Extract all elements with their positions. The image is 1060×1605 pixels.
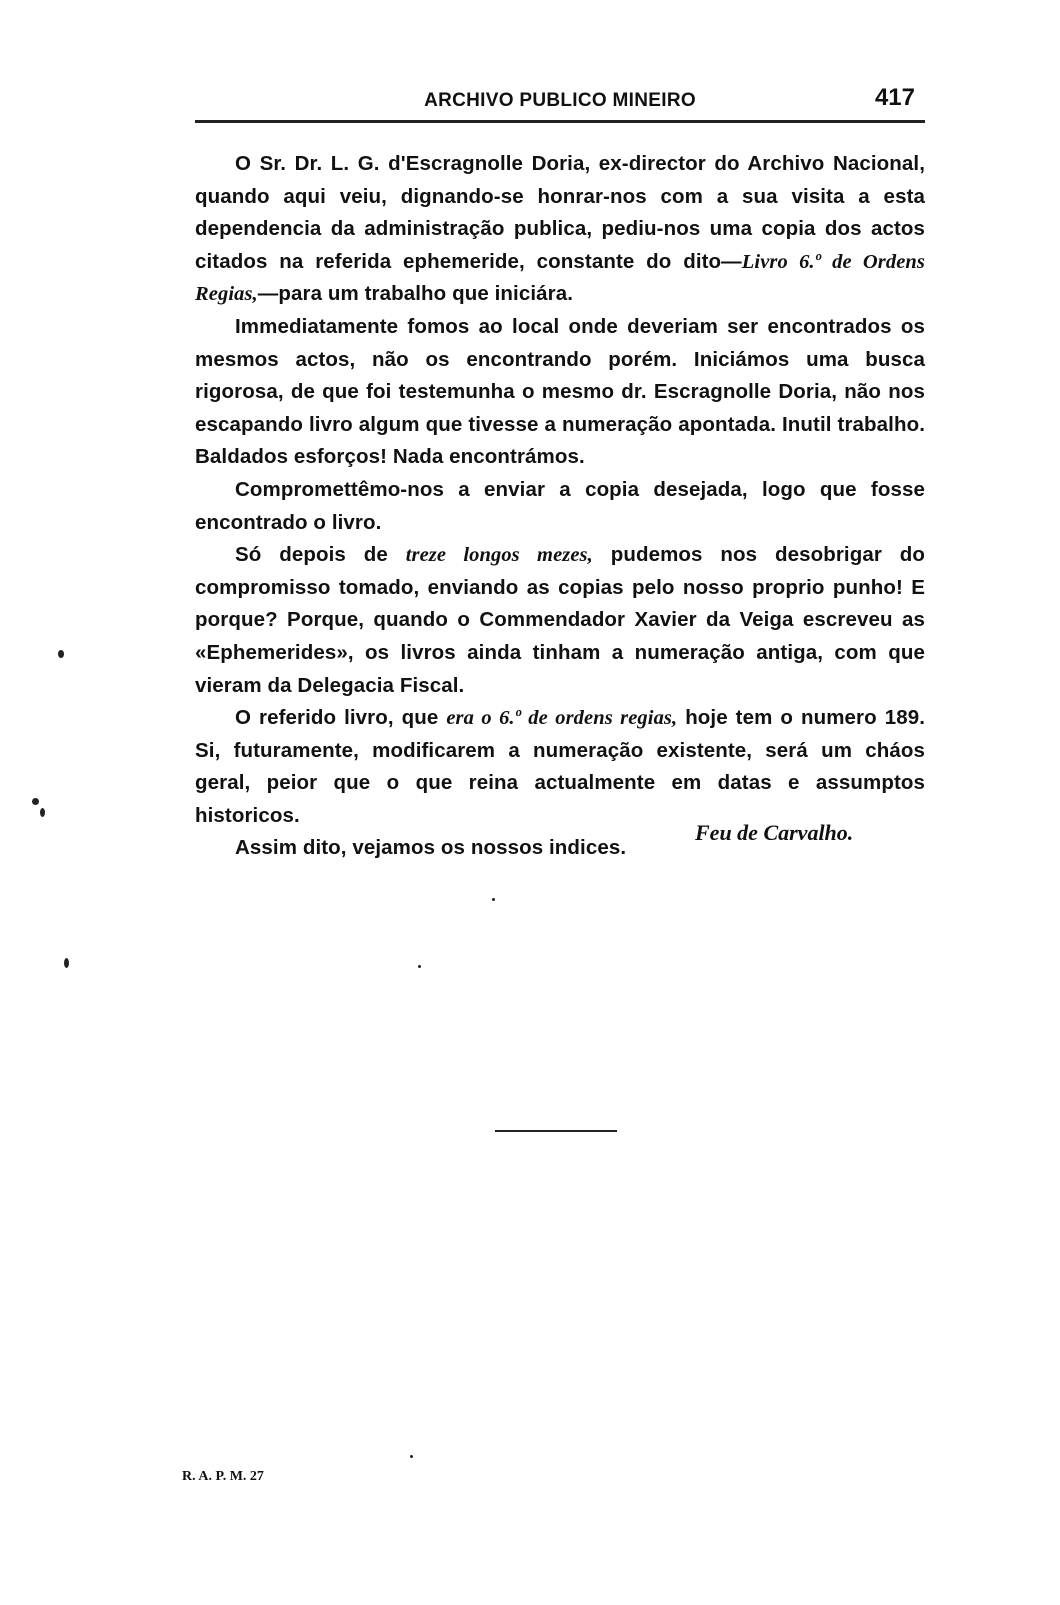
scan-speck bbox=[418, 965, 421, 968]
italic-emphasis: treze longos mezes, bbox=[405, 544, 593, 567]
running-title: ARCHIVO PUBLICO MINEIRO bbox=[424, 90, 696, 111]
paragraph bbox=[195, 148, 925, 311]
scan-speck bbox=[410, 1455, 413, 1458]
paragraph-text: Compromettêmo-nos a enviar a copia desejada, logo que fosse encontrado o livro. bbox=[195, 477, 925, 534]
paragraph-text: —para um trabalho que iniciára. bbox=[257, 282, 574, 306]
paragraph-text: Só depois de bbox=[235, 543, 406, 567]
body-text bbox=[195, 148, 925, 865]
paragraph-text: hoje tem o numero 189. Si, futuramente, modificarem a numeração existente, será um cháos geral, peior que o que reina actualmente em datas e assumptos historicos. bbox=[195, 706, 926, 827]
italic-citation: era o 6.º de ordens regias, bbox=[446, 707, 678, 730]
paragraph-text: Assim dito, vejamos os nossos indices. bbox=[235, 836, 627, 860]
scan-speck bbox=[40, 808, 45, 817]
paragraph-text: O referido livro, que bbox=[235, 706, 447, 730]
paragraph-text: Immediatamente fomos ao local onde deveriam ser encontrados os mesmos actos, não os encontrando porém. Iniciámos uma busca rigorosa, de que foi testemunha o mesmo dr. Escragnolle Doria, não nos escapando livro algum que tivesse a numeração apontada. Inutil trabalho. Baldados esforços! Nada encontrámos. bbox=[195, 314, 925, 469]
scan-speck bbox=[492, 898, 495, 901]
paragraph bbox=[195, 539, 925, 702]
paragraph-text: O Sr. Dr. L. G. d'Escragnolle Doria, ex-director do Archivo Nacional, quando aqui veiu, dignando-se honrar-nos com a sua visita a esta dependencia da administração publica, pediu-nos uma copia dos actos citados na referida ephemeride, constante do dito— bbox=[195, 152, 925, 273]
paragraph bbox=[195, 311, 925, 474]
scan-speck bbox=[32, 798, 39, 805]
printer-signature-mark: R. A. P. M. 27 bbox=[182, 1469, 264, 1484]
running-header bbox=[195, 84, 925, 114]
paragraph bbox=[195, 702, 925, 832]
scan-speck bbox=[64, 958, 69, 968]
paragraph-text: pudemos nos desobrigar do compromisso tomado, enviando as copias pelo nosso proprio punho! E porque? Porque, quando o Commendador Xavier da Veiga escreveu as «Ephemerides», os livros ainda tinham a numeração antiga, com que vieram da Delegacia Fiscal. bbox=[195, 543, 925, 697]
scan-speck bbox=[58, 650, 64, 658]
header-rule bbox=[195, 120, 925, 123]
author-signature: Feu de Carvalho. bbox=[695, 820, 854, 845]
page-number: 417 bbox=[874, 84, 915, 111]
end-rule bbox=[495, 1130, 617, 1132]
paragraph bbox=[195, 474, 925, 539]
italic-citation: Livro 6.º de Ordens Regias, bbox=[195, 250, 926, 306]
